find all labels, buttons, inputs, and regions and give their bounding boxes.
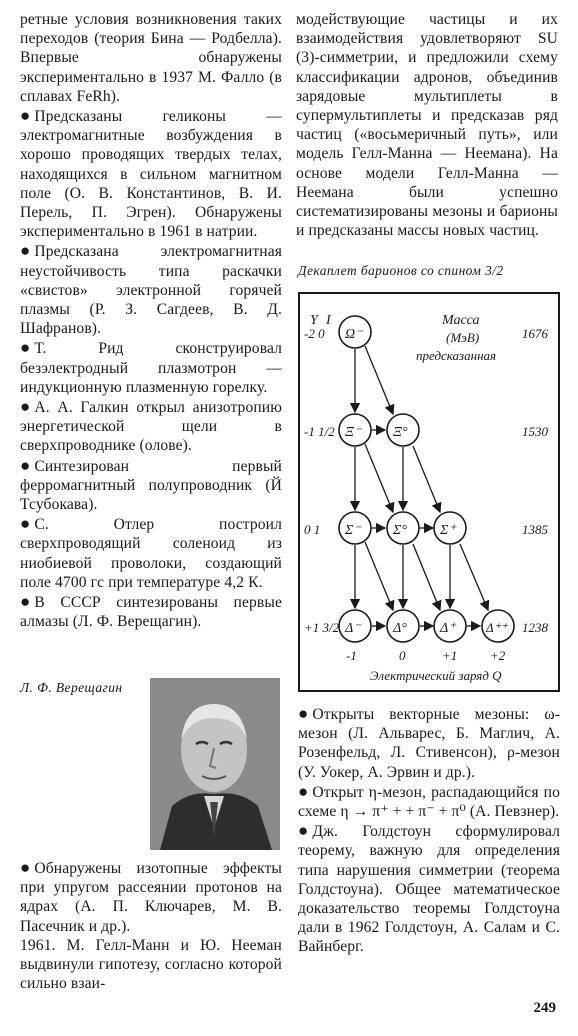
decuplet-arrows <box>355 346 488 626</box>
charge-tick: +1 <box>442 648 458 663</box>
paragraph: ретные условия возникновения таких переходов (теория Бина — Родбелла). Впервые обнаружены экспериментально в 1937 М. Фалло (в сплавах FeRh). <box>20 11 282 105</box>
mass-predicted: предсказанная <box>416 348 497 363</box>
bullet-icon: ● <box>298 821 309 841</box>
mass-value: 1385 <box>522 522 548 537</box>
bottom-right-column <box>298 704 560 957</box>
paragraph: ● В СССР синтезированы первые алмазы (Л. Ф. Верещагин). <box>20 592 282 631</box>
charge-tick: 0 <box>399 648 406 663</box>
portrait-photo <box>150 678 280 850</box>
bottom-left-column <box>20 858 282 993</box>
paragraph: модействующие частицы и их взаимодействия удовлетворяют SU (3)-симметрии, и предложили схему классификации адронов, объединив зарядовые мультиплеты в супермультиплеты и предсказав ряд частиц («восьмеричный путь», или модель Гелл-Манна — Неемана). На основе модели Гелл-Манна — Неемана были успешно систематизированы мезоны и барионы и предсказаны массы новых частиц. <box>296 11 558 240</box>
decuplet-svg <box>300 294 558 690</box>
paragraph: ● Синтезирован первый ферромагнитный полупроводник (Й Тсубокава). <box>20 455 282 514</box>
bullet-icon: ● <box>20 338 31 358</box>
row-yi-label: 0 1 <box>304 522 321 537</box>
baryon-decuplet-diagram <box>298 292 560 692</box>
paragraph: ● А. А. Галкин открыл анизотропию энергетической щели в сверхпроводнике (олове). <box>20 397 282 455</box>
particle-label: Σ⁻ <box>345 523 361 538</box>
page-number: 249 <box>533 1000 556 1016</box>
paragraph: ● Обнаружены изотопные эффекты при упругом рассеянии протонов на ядрах (А. П. Ключарев, М. В. Пасечник и др.). <box>20 858 282 935</box>
row-yi-label: +1 3/2 <box>304 620 340 635</box>
diagram-caption: Декаплет барионов со спином 3/2 <box>298 263 504 278</box>
paragraph: ● Предсказаны геликоны — электромагнитные возбуждения в хорошо проводящих твердых телах, находящихся в сильном магнитном поле (О. В. Константинов, В. И. Перель, П. Эгрен). Обнаружены экспериментально в 1961 в натрии. <box>20 106 282 241</box>
mass-title: Масса <box>442 313 480 328</box>
bullet-icon: ● <box>20 241 31 261</box>
particle-label: Ξ° <box>393 425 408 440</box>
paragraph: ● Открыт η-мезон, распадающийся по схеме η → π⁺ + + π⁻ + π⁰ (А. Певзнер). <box>298 781 560 821</box>
charge-tick: -1 <box>346 648 357 663</box>
charge-tick: +2 <box>490 648 506 663</box>
particle-label: Δ⁺ <box>440 621 456 636</box>
particle-label: Σ° <box>393 523 407 538</box>
mass-value: 1238 <box>522 620 548 635</box>
paragraph: 1961. М. Гелл-Манн и Ю. Нееман выдвинули гипотезу, согласно которой сильно взаи- <box>20 936 282 993</box>
left-column <box>20 10 282 632</box>
paragraph: ● Т. Рид сконструировал безэлектродный плазмотрон — индукционную плазменную горелку. <box>20 338 282 396</box>
mass-value: 1676 <box>522 326 548 341</box>
right-column <box>296 10 558 240</box>
paragraph: ● С. Отлер построил сверхпроводящий соленоид из ниобиевой проволоки, создающий поле 4700 гс при температуре 4,2 К. <box>20 514 282 591</box>
bullet-icon: ● <box>20 592 31 612</box>
portrait-caption: Л. Ф. Верещагин <box>20 680 123 695</box>
row-yi-label: -1 1/2 <box>304 424 335 439</box>
mass-unit: (МэВ) <box>446 330 480 345</box>
bullet-icon: ● <box>298 781 309 801</box>
portrait-figure <box>150 678 280 850</box>
particle-label: Δ° <box>393 621 407 636</box>
bullet-icon: ● <box>20 455 31 475</box>
particle-label: Ω⁻ <box>345 327 363 342</box>
paragraph: ● Дж. Голдстоун сформулировал теорему, важную для определения типа нарушения симметрии (теорема Голдстоуна). Общее математическое доказательство теоремы Голдстоуна дали в 1962 Голдстоун, А. Салам и С. Вайнберг. <box>298 821 560 956</box>
paragraph: ● Открыты векторные мезоны: ω-мезон (Л. Альварес, Б. Маглич, А. Розенфельд, Л. Стивенсон), ρ-мезон (У. Уокер, А. Эрвин и др.). <box>298 704 560 781</box>
bullet-icon: ● <box>20 858 31 877</box>
y-axis-label: Y <box>310 313 318 328</box>
particle-label: Ξ⁻ <box>345 425 362 440</box>
row-yi-label: -2 0 <box>304 326 325 341</box>
particle-label: Δ⁻ <box>345 621 361 636</box>
bullet-icon: ● <box>298 704 309 723</box>
bullet-icon: ● <box>20 514 31 534</box>
particle-label: Δ⁺⁺ <box>486 620 508 635</box>
mass-value: 1530 <box>522 424 548 439</box>
bullet-icon: ● <box>20 106 31 126</box>
particle-label: Σ⁺ <box>440 523 456 538</box>
paragraph: ● Предсказана электромагнитная неустойчивость типа раскачки «свистов» электронной горячей плазмы (Р. З. Сагдеев, В. Д. Шафранов). <box>20 241 282 338</box>
bullet-icon: ● <box>20 397 31 417</box>
i-axis-label: I <box>326 313 331 328</box>
charge-axis-label: Электрический заряд Q <box>370 668 502 683</box>
